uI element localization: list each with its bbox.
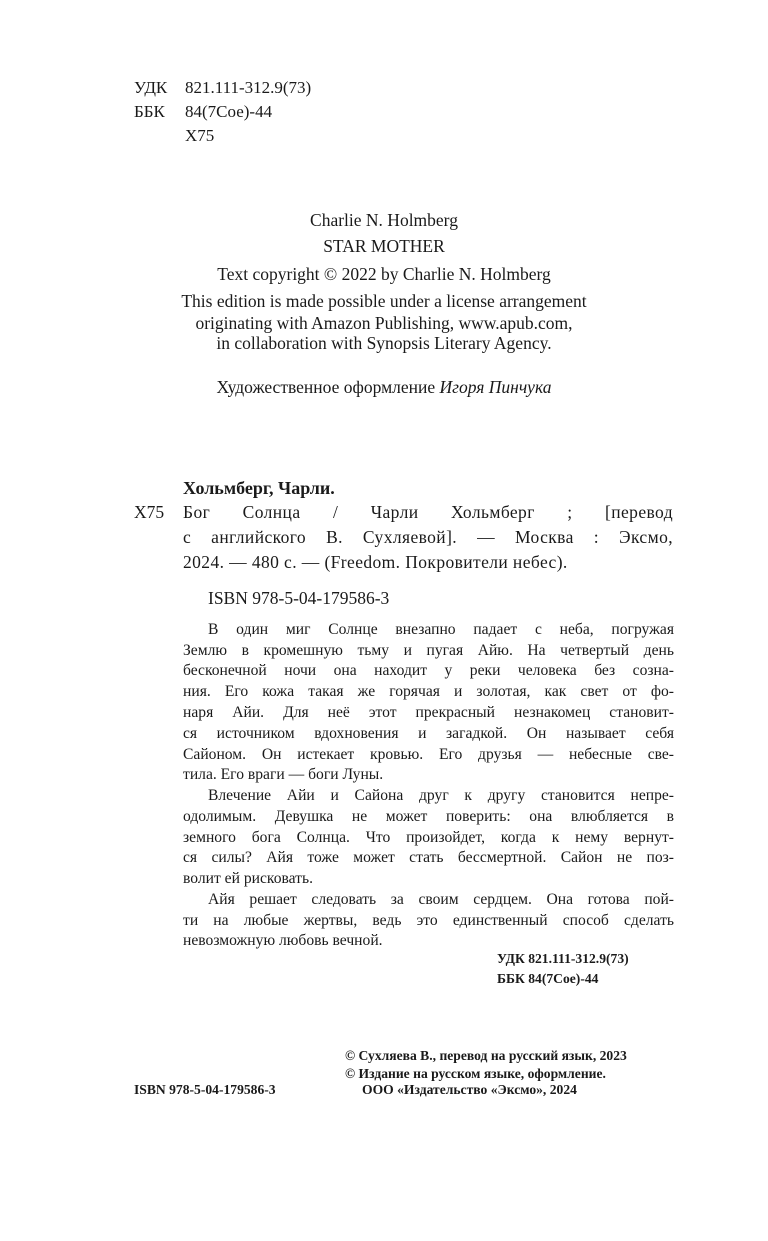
- translation-copyright: © Сухляева В., перевод на русский язык, 2023: [345, 1048, 627, 1063]
- catalog-line: с английского В. Сухляевой]. — Москва : Эксмо,: [183, 527, 673, 547]
- annotation-line: одолимым. Девушка не может поверить: она влюбляется в: [183, 808, 674, 825]
- footer-isbn: ISBN 978-5-04-179586-3: [134, 1082, 276, 1097]
- catalog-line: Бог Солнца / Чарли Хольмберг ; [перевод: [183, 502, 673, 522]
- annotation-line: Землю в кромешную тьму и пугая Айю. На четвертый день: [183, 642, 674, 659]
- bbk-value: 84(7Сое)-44: [185, 102, 273, 121]
- annotation-line: В один миг Солнце внезапно падает с неба, погружая: [208, 621, 674, 638]
- license-line: in collaboration with Synopsis Literary Agency.: [216, 333, 552, 353]
- annotation-line: волит ей рисковать.: [183, 870, 313, 887]
- author-mark: Х75: [185, 126, 215, 145]
- annotation-line: ся силы? Айя тоже может стать бессмертной. Сайон не поз-: [183, 849, 674, 866]
- art-credit: [0, 377, 768, 398]
- text-copyright: Text copyright © 2022 by Charlie N. Holmberg: [217, 264, 551, 284]
- bbk-label: ББК: [134, 102, 165, 121]
- original-author: Charlie N. Holmberg: [310, 210, 458, 230]
- art-credit-author: Игоря Пинчука: [439, 377, 552, 397]
- index-udk: УДК 821.111-312.9(73): [497, 951, 629, 966]
- catalog-isbn: ISBN 978-5-04-179586-3: [208, 588, 390, 608]
- annotation-line: земного бога Солнца. Что произойдет, когда к нему вернут-: [183, 829, 674, 846]
- original-title: STAR MOTHER: [323, 236, 445, 256]
- catalog-code: Х75: [134, 502, 165, 522]
- annotation-line: Айя решает следовать за своим сердцем. Она готова пой-: [208, 891, 674, 908]
- annotation-line: невозможную любовь вечной.: [183, 932, 383, 949]
- art-credit-label: Художественное оформление: [216, 377, 436, 397]
- license-line: originating with Amazon Publishing, www.apub.com,: [195, 313, 573, 333]
- annotation-line: наря Айи. Для неё этот прекрасный незнакомец становит-: [183, 704, 674, 721]
- annotation-line: Влечение Айи и Сайона друг к другу становится непре-: [208, 787, 674, 804]
- annotation-line: ти на любые жертвы, ведь это единственный способ сделать: [183, 912, 674, 929]
- udk-value: 821.111-312.9(73): [185, 78, 312, 97]
- publisher-line: ООО «Издательство «Эксмо», 2024: [362, 1082, 577, 1097]
- annotation-line: тила. Его враги — боги Луны.: [183, 766, 384, 783]
- annotation-line: ния. Его кожа такая же горячая и золотая, как свет от фо-: [183, 683, 674, 700]
- annotation-line: бесконечной ночи она находит у реки человека без созна-: [183, 662, 674, 679]
- catalog-heading: Хольмберг, Чарли.: [183, 478, 335, 498]
- udk-label: УДК: [134, 78, 168, 97]
- edition-copyright: © Издание на русском языке, оформление.: [345, 1066, 606, 1081]
- license-line: This edition is made possible under a license arrangement: [181, 291, 587, 311]
- index-bbk: ББК 84(7Сое)-44: [497, 971, 599, 986]
- annotation-line: ся источником вдохновения и загадкой. Он называет себя: [183, 725, 674, 742]
- catalog-line: 2024. — 480 с. — (Freedom. Покровители небес).: [183, 552, 568, 572]
- annotation-line: Сайоном. Он истекает кровью. Его друзья — небесные све-: [183, 746, 674, 763]
